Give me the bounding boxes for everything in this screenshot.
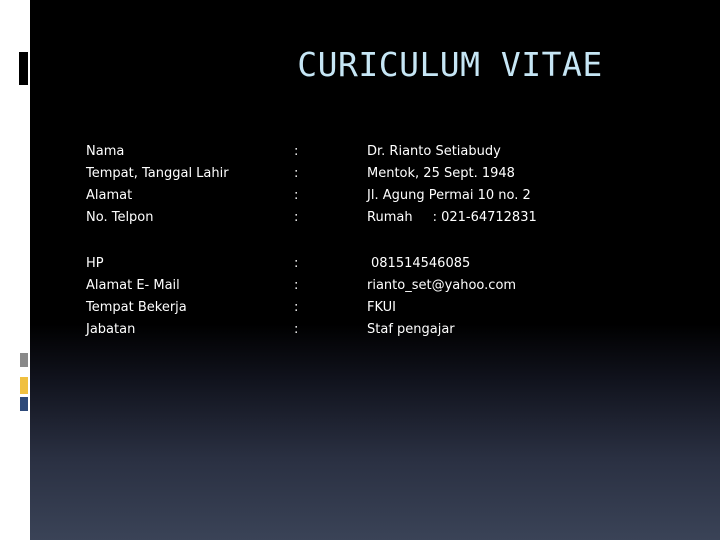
cv-value-email: rianto_set@yahoo.com (367, 278, 517, 293)
cv-label-tempat-bekerja: Tempat Bekerja (86, 300, 187, 315)
cv-label-email: Alamat E- Mail (86, 278, 180, 293)
cv-colon: : (294, 322, 299, 337)
decorative-bar-gray (19, 52, 28, 85)
cv-colon: : (294, 278, 299, 293)
cv-label-alamat: Alamat (86, 188, 133, 203)
cv-colon: : (294, 166, 299, 181)
cv-value-nama: Dr. Rianto Setiabudy (367, 144, 501, 159)
cv-colon: : (294, 300, 299, 315)
cv-value-telpon (367, 210, 537, 226)
cv-label-telpon: No. Telpon (86, 210, 154, 225)
decorative-bar-blue (20, 397, 28, 411)
cv-value-hp: 081514546085 (371, 256, 471, 271)
decorative-bar-yellow (20, 377, 28, 394)
decorative-block (42, 52, 60, 85)
cv-label-nama: Nama (86, 144, 125, 159)
cv-colon: : (294, 256, 299, 271)
cv-label-hp: HP (86, 256, 104, 271)
page-title: CURICULUM VITAE (297, 45, 603, 84)
cv-value-telpon-type: Rumah (367, 210, 413, 225)
cv-value-jabatan: Staf pengajar (367, 322, 455, 337)
decorative-bar-gray-top (20, 353, 28, 367)
cv-colon: : (294, 210, 299, 225)
cv-label-ttl: Tempat, Tanggal Lahir (86, 166, 229, 181)
cv-value-tempat-bekerja: FKUI (367, 300, 397, 315)
cv-colon: : (294, 144, 299, 159)
cv-value-alamat: Jl. Agung Permai 10 no. 2 (367, 188, 531, 203)
cv-label-jabatan: Jabatan (86, 322, 136, 337)
cv-value-ttl: Mentok, 25 Sept. 1948 (367, 166, 515, 181)
cv-colon: : (294, 188, 299, 203)
cv-value-telpon-number: : 021-64712831 (432, 210, 537, 225)
